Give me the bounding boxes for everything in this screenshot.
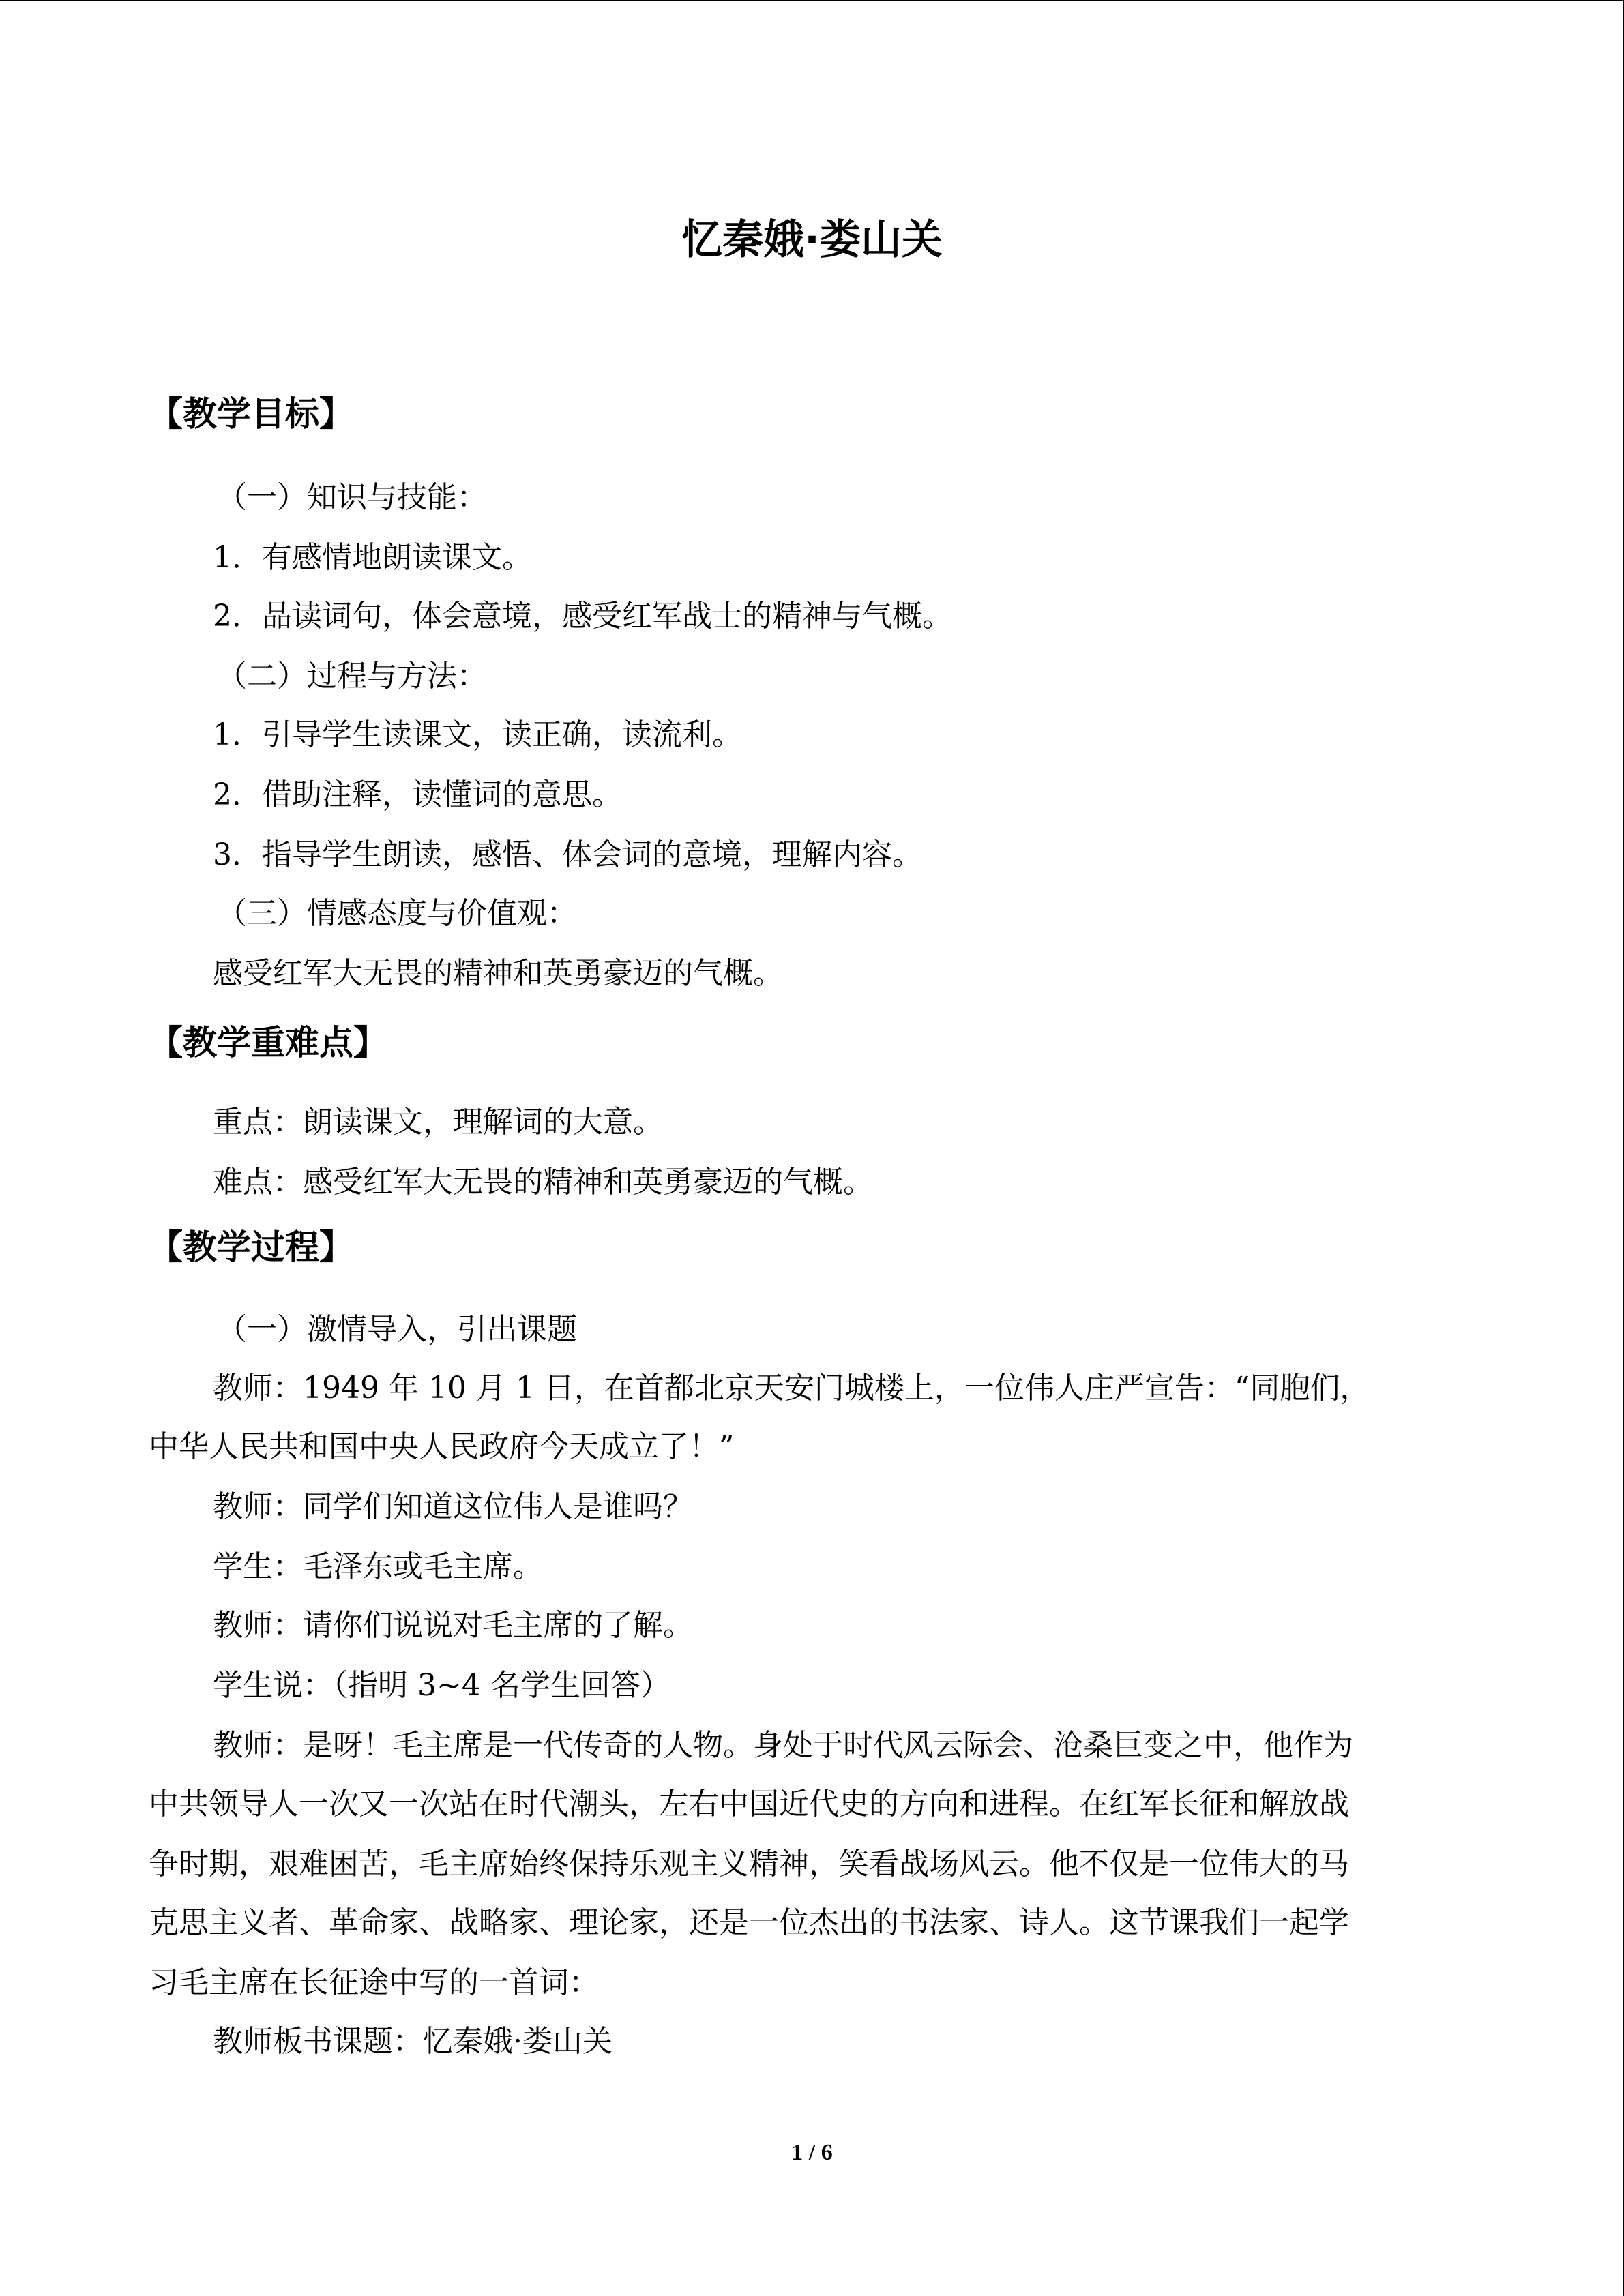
process-paragraph-line: 中华人民共和国中央人民政府今天成立了！”	[149, 1429, 735, 1464]
key-point-difficulty: 难点：感受红军大无畏的精神和英勇豪迈的气概。	[213, 1165, 873, 1199]
objectives-subheading-values: （三）情感态度与价值观：	[217, 896, 577, 931]
process-paragraph-line: 克思主义者、革命家、战略家、理论家，还是一位杰出的书法家、诗人。这节课我们一起学	[149, 1905, 1349, 1940]
process-paragraph-line: 教师板书课题：忆秦娥·娄山关	[213, 2024, 612, 2059]
process-paragraph-line: 教师：请你们说说对毛主席的了解。	[213, 1608, 693, 1643]
key-point-focus: 重点：朗读课文，理解词的大意。	[213, 1105, 663, 1139]
objectives-subheading-knowledge: （一）知识与技能：	[217, 480, 487, 515]
process-paragraph-line: 教师：同学们知道这位伟人是谁吗？	[213, 1489, 693, 1524]
process-paragraph-line: 教师：是呀！毛主席是一代传奇的人物。身处于时代风云际会、沧桑巨变之中，他作为	[213, 1728, 1353, 1763]
heading-teaching-objectives: 【教学目标】	[149, 394, 353, 434]
objectives-item: 2．借助注释，读懂词的意思。	[213, 777, 622, 812]
objectives-item: 1．有感情地朗读课文。	[213, 540, 532, 575]
document-title: 忆秦娥·娄山关	[681, 216, 943, 264]
page-number: 1 / 6	[791, 2140, 833, 2165]
objectives-item: 2．品读词句，体会意境，感受红军战士的精神与气概。	[213, 599, 952, 633]
objectives-item: 3．指导学生朗读，感悟、体会词的意境，理解内容。	[213, 837, 922, 872]
process-step-heading: （一）激情导入，引出课题	[217, 1312, 577, 1347]
objectives-subheading-method: （二）过程与方法：	[217, 659, 487, 694]
process-paragraph-line: 学生说：（指明 3~4 名学生回答）	[213, 1668, 670, 1703]
objectives-item: 感受红军大无畏的精神和英勇豪迈的气概。	[213, 956, 783, 991]
process-paragraph-line: 学生：毛泽东或毛主席。	[213, 1549, 543, 1584]
process-paragraph-line: 习毛主席在长征途中写的一首词：	[149, 1965, 599, 2000]
objectives-item: 1．引导学生读课文，读正确，读流利。	[213, 717, 742, 752]
process-paragraph-line: 争时期，艰难困苦，毛主席始终保持乐观主义精神，笑看战场风云。他不仅是一位伟大的马	[149, 1847, 1349, 1881]
heading-key-points: 【教学重难点】	[149, 1023, 387, 1062]
heading-teaching-process: 【教学过程】	[149, 1227, 353, 1267]
process-paragraph-line: 中共领导人一次又一次站在时代潮头，左右中国近代史的方向和进程。在红军长征和解放战	[149, 1787, 1349, 1821]
process-paragraph-line: 教师：1949 年 10 月 1 日，在首都北京天安门城楼上，一位伟人庄严宣告：“同胞们，	[213, 1371, 1370, 1405]
